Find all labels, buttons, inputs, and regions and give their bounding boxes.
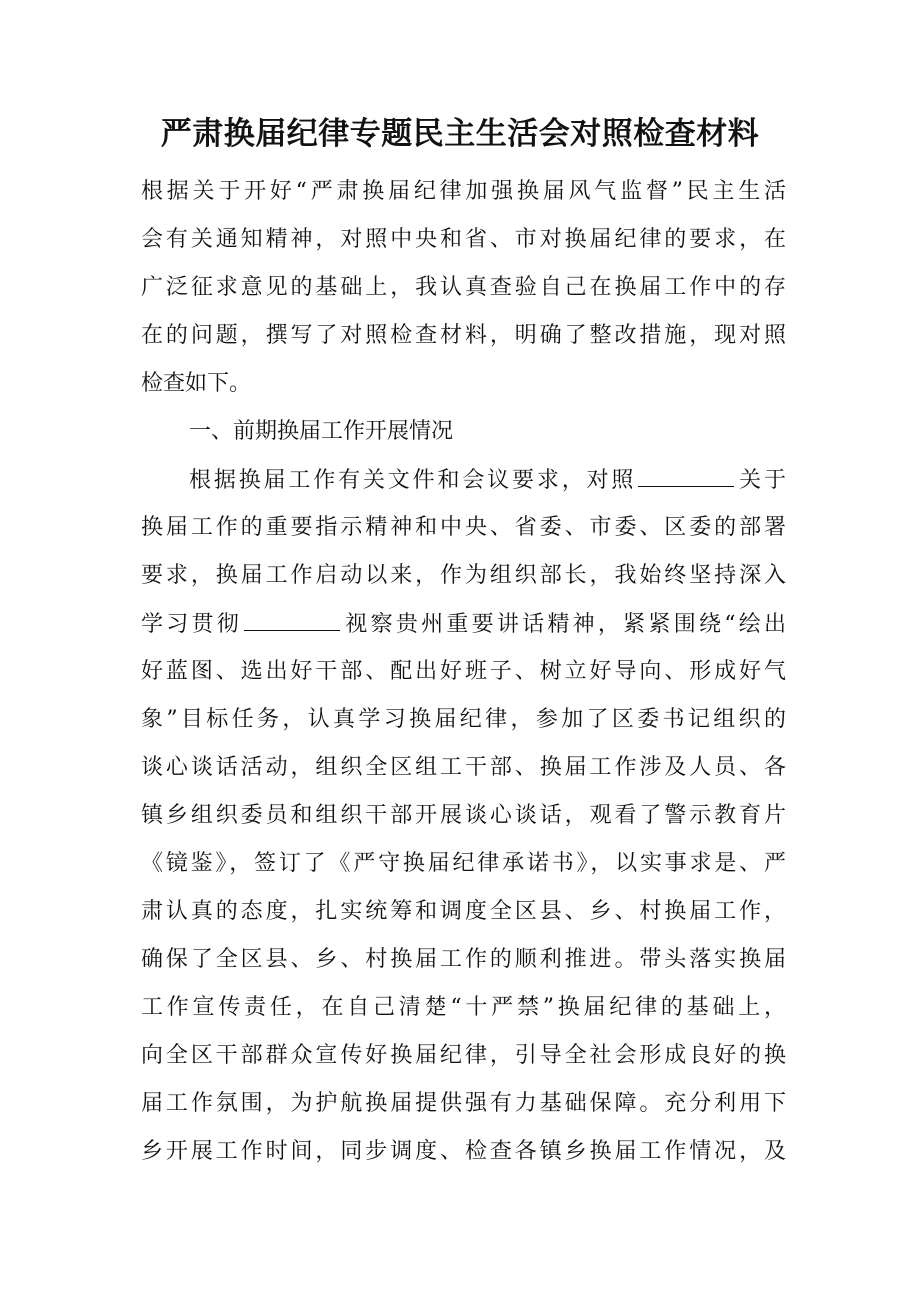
text-line: 肃认真的态度，扎实统筹和调度全区县、乡、村换届工作， xyxy=(141,899,786,924)
text-line: 在的问题，撰写了对照检查材料，明确了整改措施，现对照 xyxy=(141,323,786,348)
text-line: 《镜鉴》，签订了《严守换届纪律承诺书》，以实事求是、严 xyxy=(141,851,786,876)
text-line: 谈心谈话活动，组织全区组工干部、换届工作涉及人员、各 xyxy=(141,755,786,780)
text-line: 根据关于开好“严肃换届纪律加强换届风气监督”民主生活 xyxy=(141,179,786,204)
text-segment: 关于 xyxy=(736,468,786,493)
text-line: 工作宣传责任，在自己清楚“十严禁”换届纪律的基础上， xyxy=(141,995,786,1020)
text-line xyxy=(141,456,786,504)
text-line: 换届工作的重要指示精神和中央、省委、市委、区委的部署 xyxy=(141,515,786,540)
text-segment: 视察贵州重要讲话精神，紧紧围绕“绘出 xyxy=(342,612,786,637)
document-title: 严肃换届纪律专题民主生活会对照检查材料 xyxy=(160,116,760,152)
text-line: 要求，换届工作启动以来，作为组织部长，我始终坚持深入 xyxy=(141,563,786,588)
text-line: 确保了全区县、乡、村换届工作的顺利推进。带头落实换届 xyxy=(141,947,786,972)
fill-in-blank xyxy=(244,600,340,631)
text-line: 象”目标任务，认真学习换届纪律，参加了区委书记组织的 xyxy=(141,707,786,732)
fill-in-blank xyxy=(638,456,734,487)
section-heading: 一、前期换届工作开展情况 xyxy=(189,419,454,444)
text-line xyxy=(141,600,786,648)
document-body xyxy=(141,168,786,1176)
text-line: 向全区干部群众宣传好换届纪律，引导全社会形成良好的换 xyxy=(141,1043,786,1068)
text-segment: 根据换届工作有关文件和会议要求，对照 xyxy=(189,468,637,493)
text-line: 广泛征求意见的基础上，我认真查验自己在换届工作中的存 xyxy=(141,275,786,300)
text-line: 届工作氛围，为护航换届提供强有力基础保障。充分利用下 xyxy=(141,1091,786,1116)
text-segment: 学习贯彻 xyxy=(141,612,243,637)
text-line: 会有关通知精神，对照中央和省、市对换届纪律的要求，在 xyxy=(141,227,786,252)
text-line: 检查如下。 xyxy=(141,371,252,396)
text-line: 镇乡组织委员和组织干部开展谈心谈话，观看了警示教育片 xyxy=(141,803,786,828)
text-line: 乡开展工作时间，同步调度、检查各镇乡换届工作情况，及 xyxy=(141,1139,786,1164)
text-line: 好蓝图、选出好干部、配出好班子、树立好导向、形成好气 xyxy=(141,659,786,684)
